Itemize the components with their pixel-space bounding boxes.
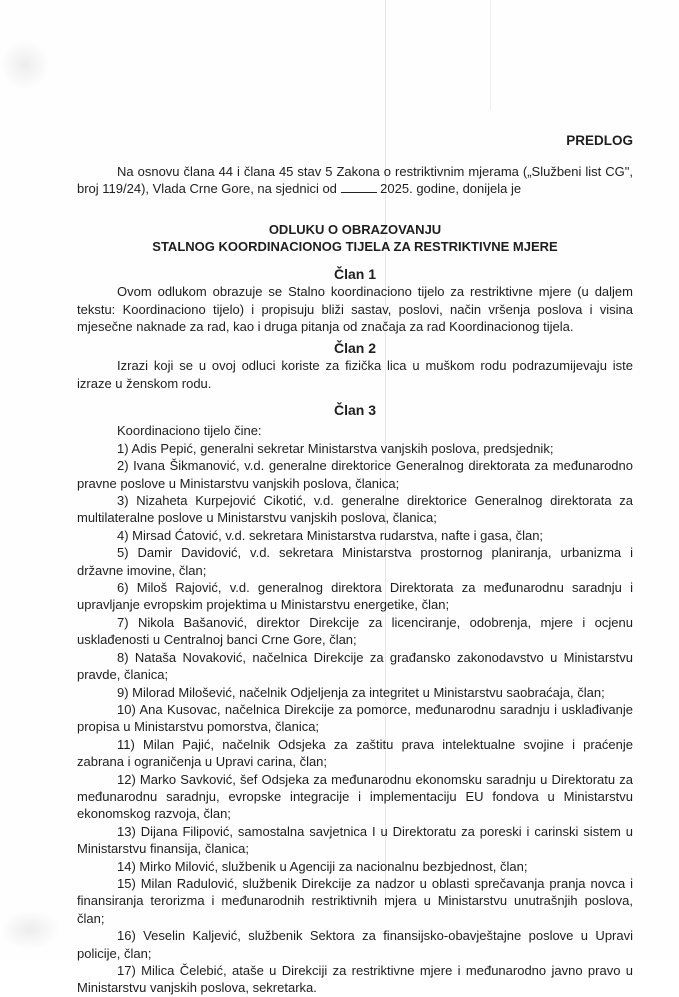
article-3 [77, 402, 633, 997]
member-item: 1) Adis Pepić, generalni sekretar Ministarstva vanjskih poslova, predsjednik; [117, 440, 554, 456]
article-heading: Član 2 [333, 340, 376, 356]
preamble [77, 163, 633, 198]
article-intro: Koordinaciono tijelo čine: [117, 423, 262, 439]
member-item: 16) Veselin Kaljević, službenik Sektora za finansijsko-obavještajne poslove u Upravi policije, član; [77, 928, 633, 961]
article-text: Ovom odlukom obrazuje se Stalno koordinaciono tijelo za restriktivne mjere (u daljem tekstu: Koordinaciono tijelo) i propisuju bliži sastav, poslovi, način vršenja poslova i visina mjesečne naknade za rad, kao i druga pitanja od značaja za rad Koordinacionog tijela. [77, 284, 633, 335]
scan-smudge [0, 40, 50, 90]
member-item: 12) Marko Savković, šef Odsjeka za međunarodnu ekonomsku saradnju u Direktoratu za međunarodnu saradnju, evropske integracije i implementaciju EU fondova u Ministarstvu ekonomskog razvoja, član; [77, 771, 633, 822]
member-item: 15) Milan Radulović, službenik Direkcije za nadzor u oblasti sprečavanja pranja novca i finansiranja terorizma i međunarodnih restriktivnih mjera u Ministarstvu unutrašnjih poslova, član; [77, 875, 633, 926]
title-line-2: STALNOG KOORDINACIONOG TIJELA ZA RESTRIKTIVNE MJERE [152, 239, 558, 254]
member-item: 9) Milorad Milošević, načelnik Odjeljenja za integritet u Ministarstvu saobraćaja, član; [117, 684, 605, 700]
scan-smudge [0, 910, 60, 950]
status-label: PREDLOG [566, 133, 633, 148]
member-item: 14) Mirko Milović, službenik u Agenciji za nacionalnu bezbjednost, član; [117, 858, 528, 874]
page-fold-line-secondary [490, 0, 491, 110]
article-text: Izrazi koji se u ovoj odluci koriste za fizička lica u muškom rodu podrazumijevaju iste izraze u ženskom rodu. [77, 358, 633, 391]
member-item: 13) Dijana Filipović, samostalna savjetnica I u Direktoratu za poreski i carinski sistem u Ministarstvu finansija, članica; [77, 823, 633, 857]
article-2 [77, 340, 633, 392]
member-item: 5) Damir Davidović, v.d. sekretara Ministarstva prostornog planiranja, urbanizma i državne imovine, član; [77, 545, 633, 578]
member-item: 10) Ana Kusovac, načelnica Direkcije za pomorce, međunarodnu saradnju i usklađivanje propisa u Ministarstvu pomorstva, članica; [77, 701, 633, 735]
member-item: 17) Milica Čelebić, ataše u Direkciji za restriktivne mjere i međunarodno javno pravo u Ministarstvu vanjskih poslova, sekretarka. [77, 963, 633, 996]
preamble-text: Na osnovu člana 44 i člana 45 stav 5 Zakona o restriktivnim mjerama („Službeni list CG", broj 119/24), Vlada Crne Gore, na sjednici od [77, 164, 633, 197]
member-item: 3) Nizaheta Kurpejović Cikotić, v.d. generalne direktorice Generalnog direktorata za multilateralne poslove u Ministarstvu vanjskih poslova, članica; [77, 493, 633, 526]
article-heading: Član 3 [333, 402, 376, 418]
title-line-1: ODLUKU O OBRAZOVANJU [268, 222, 442, 237]
member-item: 7) Nikola Bašanović, direktor Direkcije za licenciranje, odobrenja, mjere i ocjenu usklađenosti u Centralnoj banci Crne Gore, član; [77, 614, 633, 648]
article-1 [77, 266, 633, 336]
member-item: 8) Nataša Novaković, načelnica Direkcije za građansko zakonodavstvo u Ministarstvu pravde, članica; [77, 649, 633, 683]
member-item: 2) Ivana Šikmanović, v.d. generalne direktorice Generalnog direktorata za međunarodno pravne poslove u Ministarstvu vanjskih poslova, članica; [77, 458, 633, 491]
article-heading: Član 1 [333, 266, 376, 282]
document-title [77, 221, 633, 255]
member-item: 11) Milan Pajić, načelnik Odsjeka za zaštitu prava intelektualne svojine i praćenje zabrana i ograničenja u Upravi carina, član; [77, 736, 633, 770]
preamble-text-end: 2025. godine, donijela je [380, 181, 522, 197]
date-blank [341, 182, 377, 193]
member-item: 6) Miloš Rajović, v.d. generalnog direktora Direktorata za međunarodnu saradnju i upravljanje evropskim projektima u Ministarstvu energetike, član; [77, 580, 633, 613]
member-item: 4) Mirsad Ćatović, v.d. sekretara Ministarstva rudarstva, nafte i gasa, član; [117, 527, 544, 543]
